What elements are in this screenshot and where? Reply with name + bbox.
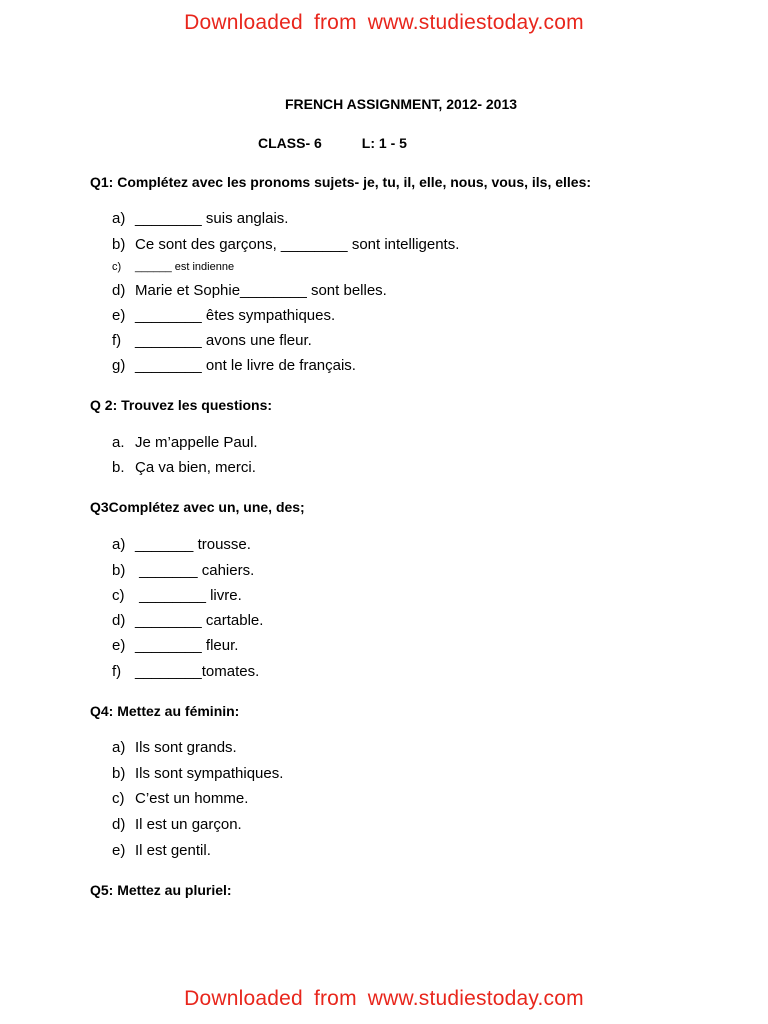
q1-item-a — [112, 210, 288, 227]
q4-item-d — [112, 816, 242, 833]
item-text: Il est un garçon. — [135, 816, 242, 833]
q2-item-a — [112, 434, 258, 451]
item-marker: b) — [112, 562, 126, 579]
q1-item-e — [112, 307, 335, 324]
item-text: ________ êtes sympathiques. — [135, 307, 336, 324]
item-text: C’est un homme. — [135, 790, 249, 807]
q3-heading: Q3Complétez avec un, une, des; — [90, 499, 305, 515]
item-text: Ça va bien, merci. — [135, 459, 256, 476]
q4-item-c — [112, 790, 248, 807]
q3-item-b — [112, 562, 254, 579]
item-text: ________ suis anglais. — [135, 210, 289, 227]
item-text: Marie et Sophie________ sont belles. — [135, 282, 387, 299]
item-text: Je m’appelle Paul. — [135, 434, 258, 451]
q1-heading: Q1: Complétez avec les pronoms sujets- je, tu, il, elle, nous, vous, ils, elles: — [90, 174, 592, 190]
item-marker: e) — [112, 637, 126, 654]
item-marker: f) — [112, 332, 122, 349]
item-text: ________ ont le livre de français. — [135, 357, 356, 374]
q4-item-e — [112, 842, 211, 859]
item-text: ________tomates. — [135, 663, 260, 680]
q3-item-a — [112, 536, 251, 553]
item-text: ______ est indienne — [135, 261, 235, 273]
item-text: _______ cahiers. — [135, 562, 255, 579]
item-text: Ils sont grands. — [135, 739, 237, 756]
q4-item-b — [112, 765, 283, 782]
q2-heading: Q 2: Trouvez les questions: — [90, 397, 273, 413]
assignment-title: FRENCH ASSIGNMENT, 2012- 2013 — [284, 96, 518, 112]
q2-item-b — [112, 459, 256, 476]
q3-item-c — [112, 587, 242, 604]
q1-item-g — [112, 357, 356, 374]
item-marker: a) — [112, 210, 126, 227]
q3-item-d — [112, 612, 263, 629]
item-marker: e) — [112, 307, 126, 324]
q3-item-f — [112, 663, 259, 680]
item-text: Ce sont des garçons, ________ sont intelligents. — [135, 236, 460, 253]
item-text: _______ trousse. — [135, 536, 251, 553]
item-marker: d) — [112, 612, 126, 629]
item-marker: c) — [112, 261, 122, 273]
item-marker: a. — [112, 434, 125, 451]
watermark-top: Downloaded from www.studiestoday.com — [184, 11, 584, 34]
item-marker: b. — [112, 459, 125, 476]
watermark-bottom: Downloaded from www.studiestoday.com — [184, 987, 584, 1010]
q3-item-e — [112, 637, 238, 654]
item-marker: c) — [112, 790, 125, 807]
item-marker: f) — [112, 663, 122, 680]
class-label: CLASS- 6 — [258, 135, 322, 151]
q5-heading: Q5: Mettez au pluriel: — [90, 882, 232, 898]
item-text: ________ avons une fleur. — [135, 332, 312, 349]
item-marker: a) — [112, 536, 126, 553]
item-marker: b) — [112, 236, 126, 253]
item-marker: g) — [112, 357, 126, 374]
item-text: Il est gentil. — [135, 842, 211, 859]
q1-item-c — [112, 261, 234, 273]
q1-item-f — [112, 332, 312, 349]
item-marker: c) — [112, 587, 125, 604]
lessons-label: L: 1 - 5 — [361, 135, 407, 151]
item-marker: a) — [112, 739, 126, 756]
item-marker: d) — [112, 816, 126, 833]
q1-item-d — [112, 282, 387, 299]
item-marker: e) — [112, 842, 126, 859]
item-text: Ils sont sympathiques. — [135, 765, 284, 782]
item-text: ________ fleur. — [135, 637, 239, 654]
q4-heading: Q4: Mettez au féminin: — [90, 703, 240, 719]
item-text: ________ cartable. — [135, 612, 264, 629]
item-marker: b) — [112, 765, 126, 782]
class-line — [258, 135, 407, 151]
q4-item-a — [112, 739, 237, 756]
item-text: ________ livre. — [135, 587, 242, 604]
q1-item-b — [112, 236, 459, 253]
item-marker: d) — [112, 282, 126, 299]
